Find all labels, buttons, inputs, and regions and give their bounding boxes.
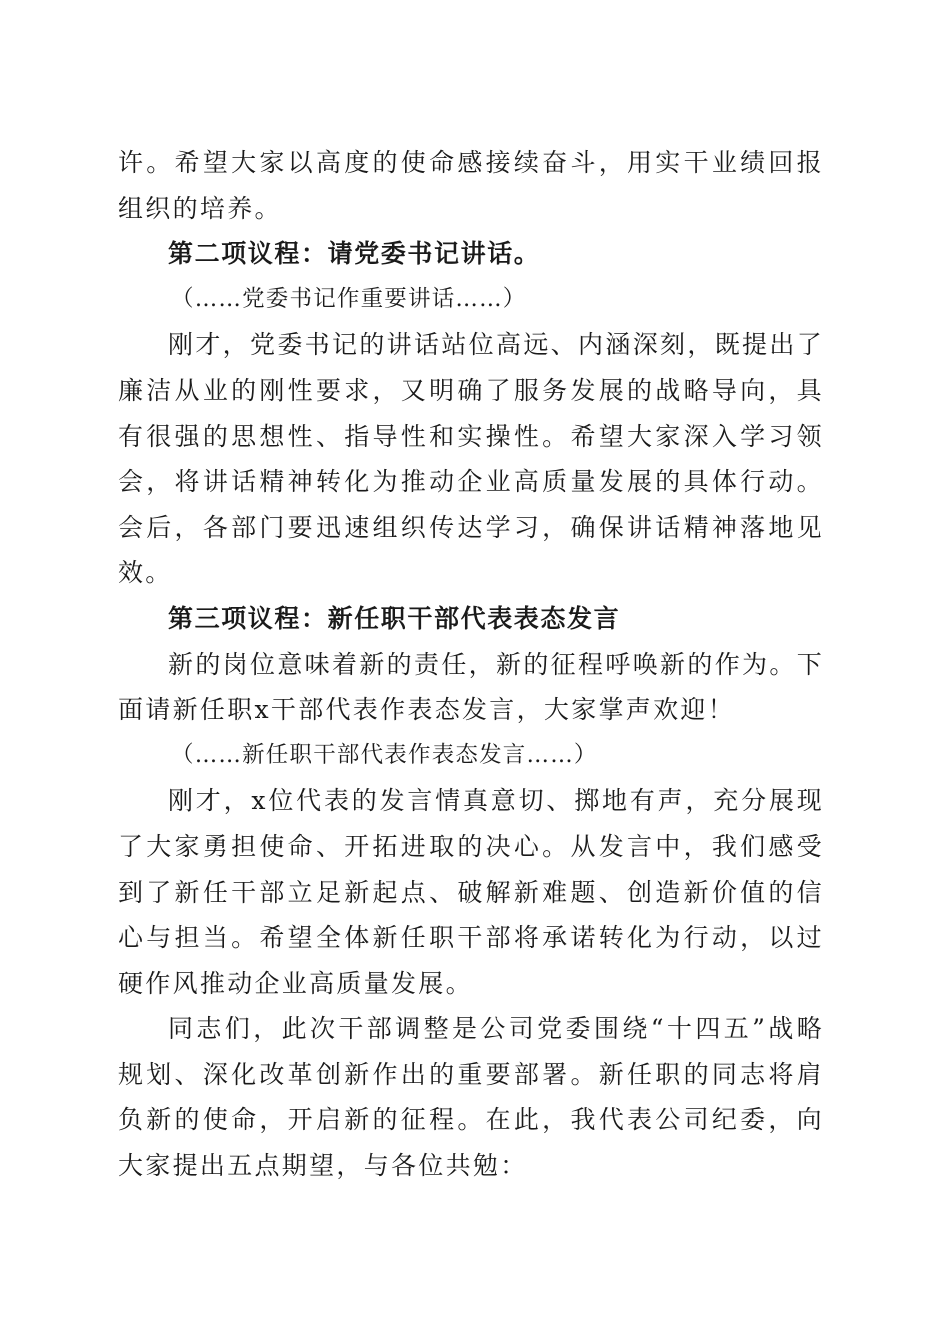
- representative-intro-paragraph: 新的岗位意味着新的责任，新的征程呼唤新的作为。下面请新任职x干部代表作表态发言，大家掌声欢迎！: [118, 649, 824, 725]
- closing-expectations-paragraph: 同志们，此次干部调整是公司党委围绕“十四五”战略规划、深化改革创新作出的重要部署。新任职的同志将肩负新的使命，开启新的征程。在此，我代表公司纪委，向大家提出五点期望，与各位共勉：: [118, 1014, 824, 1181]
- continued-paragraph: 许。希望大家以高度的使命感接续奋斗，用实干业绩回报组织的培养。: [118, 148, 824, 223]
- stage-direction-secretary-speech: （……党委书记作重要讲话……）: [171, 285, 527, 312]
- document-page: [118, 140, 824, 1189]
- agenda-item-2-heading: 第二项议程：请党委书记讲话。: [168, 239, 541, 269]
- agenda-item-3-heading: 第三项议程：新任职干部代表表态发言: [168, 603, 621, 633]
- representative-speech-summary: 刚才，x位代表的发言情真意切、掷地有声，充分展现了大家勇担使命、开拓进取的决心。从发言中，我们感受到了新任干部立足新起点、破解新难题、创造新价值的信心与担当。希望全体新任职干部将承诺转化为行动，以过硬作风推动企业高质量发展。: [118, 786, 824, 998]
- stage-direction-representative-speech: （……新任职干部代表作表态发言……）: [171, 741, 598, 768]
- secretary-speech-summary: 刚才，党委书记的讲话站位高远、内涵深刻，既提出了廉洁从业的刚性要求，又明确了服务发展的战略导向，具有很强的思想性、指导性和实操性。希望大家深入学习领会，将讲话精神转化为推动企业高质量发展的具体行动。会后，各部门要迅速组织传达学习，确保讲话精神落地见效。: [118, 330, 824, 588]
